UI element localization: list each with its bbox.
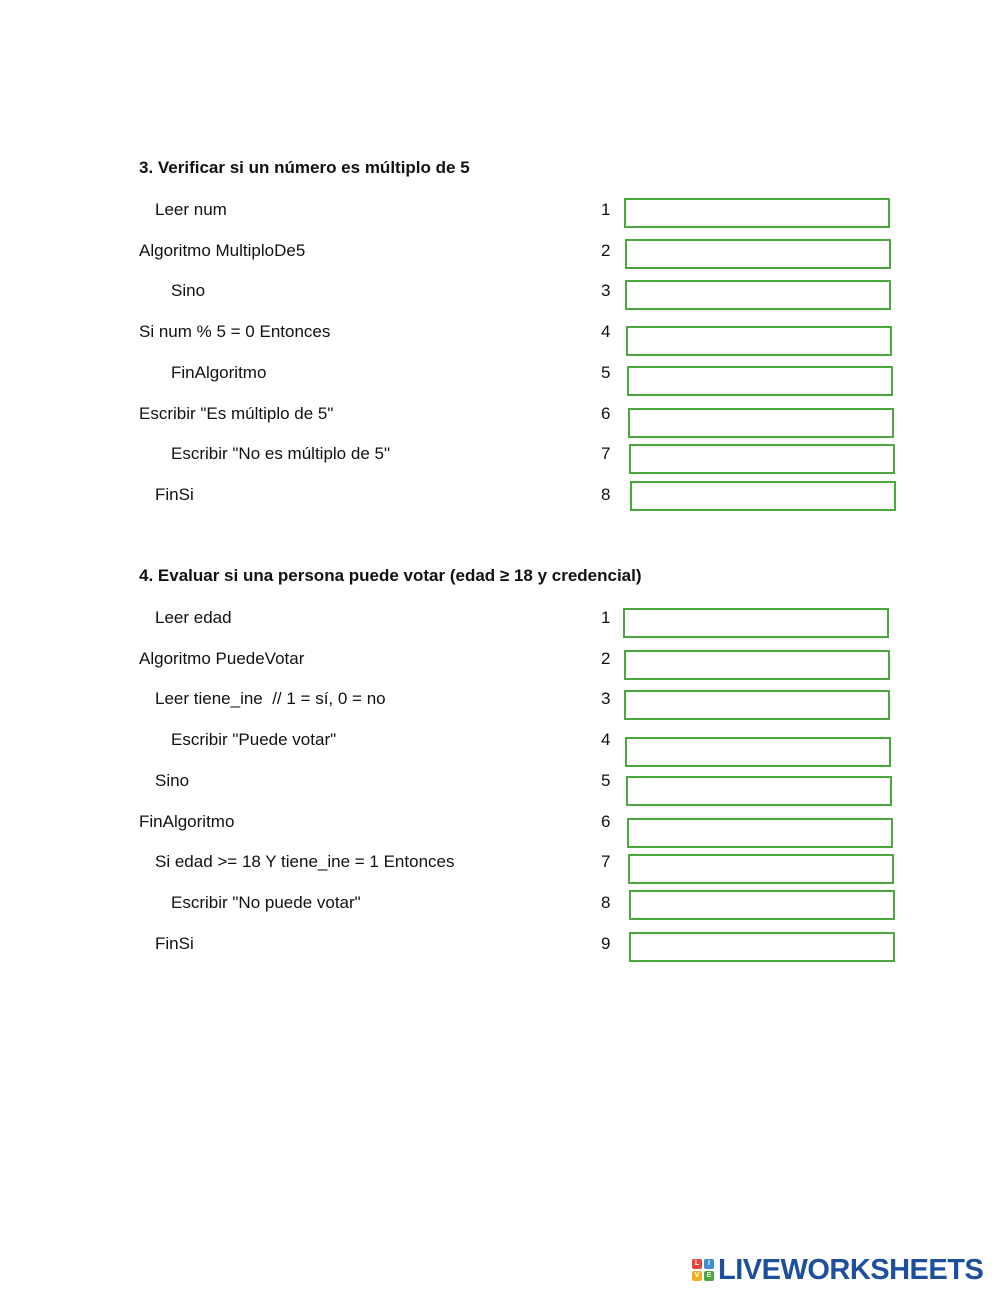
line-number: 3 (601, 689, 611, 708)
code-line: Si num % 5 = 0 Entonces (139, 322, 331, 341)
code-line: Leer num (155, 200, 227, 219)
line-number: 6 (601, 404, 611, 423)
line-number: 2 (601, 649, 611, 668)
logo-icon-tile: L (692, 1259, 702, 1269)
code-line: FinAlgoritmo (171, 363, 267, 382)
code-line: Si edad >= 18 Y tiene_ine = 1 Entonces (155, 852, 455, 871)
line-number: 3 (601, 281, 611, 300)
code-line: Sino (155, 771, 190, 790)
answer-input-s4-5[interactable] (626, 776, 892, 806)
line-number: 9 (601, 934, 611, 953)
answer-input-s3-2[interactable] (625, 239, 891, 269)
line-number: 5 (601, 363, 611, 382)
code-line: Leer tiene_ine // 1 = sí, 0 = no (155, 689, 386, 708)
code-line: Escribir "Es múltiplo de 5" (139, 404, 334, 423)
answer-input-s4-9[interactable] (629, 932, 895, 962)
line-number: 8 (601, 893, 611, 912)
code-line: Escribir "No puede votar" (171, 893, 361, 912)
section-3-title: 3. Verificar si un número es múltiplo de 5 (139, 158, 470, 177)
code-line: Escribir "No es múltiplo de 5" (171, 444, 390, 463)
code-line: FinAlgoritmo (139, 812, 235, 831)
code-line: FinSi (155, 485, 194, 504)
answer-input-s3-1[interactable] (624, 198, 890, 228)
line-number: 1 (601, 200, 611, 219)
answer-input-s4-6[interactable] (627, 818, 893, 848)
line-number: 8 (601, 485, 611, 504)
answer-input-s4-1[interactable] (623, 608, 889, 638)
line-number: 7 (601, 852, 611, 871)
line-number: 7 (601, 444, 611, 463)
logo-text: LIVEWORKSHEETS (718, 1253, 984, 1286)
answer-input-s3-3[interactable] (625, 280, 891, 310)
line-number: 2 (601, 241, 611, 260)
code-line: Escribir "Puede votar" (171, 730, 337, 749)
line-number: 4 (601, 730, 611, 749)
liveworksheets-logo (692, 1255, 983, 1285)
code-line: Sino (171, 281, 206, 300)
line-number: 4 (601, 322, 611, 341)
answer-input-s3-6[interactable] (628, 408, 894, 438)
logo-icon-tile: I (704, 1259, 714, 1269)
answer-input-s3-8[interactable] (630, 481, 896, 511)
code-line: Algoritmo MultiploDe5 (139, 241, 306, 260)
logo-icon-tile: E (704, 1271, 714, 1281)
code-line: Leer edad (155, 608, 232, 627)
answer-input-s3-4[interactable] (626, 326, 892, 356)
line-number: 1 (601, 608, 611, 627)
line-number: 6 (601, 812, 611, 831)
logo-icon-tile: V (692, 1271, 702, 1281)
code-line: FinSi (155, 934, 194, 953)
section-4-title: 4. Evaluar si una persona puede votar (edad ≥ 18 y credencial) (139, 566, 642, 585)
logo-icon (692, 1259, 714, 1281)
answer-input-s4-2[interactable] (624, 650, 890, 680)
answer-input-s4-3[interactable] (624, 690, 890, 720)
answer-input-s4-8[interactable] (629, 890, 895, 920)
answer-input-s4-7[interactable] (628, 854, 894, 884)
line-number: 5 (601, 771, 611, 790)
answer-input-s3-5[interactable] (627, 366, 893, 396)
code-line: Algoritmo PuedeVotar (139, 649, 305, 668)
answer-input-s3-7[interactable] (629, 444, 895, 474)
answer-input-s4-4[interactable] (625, 737, 891, 767)
